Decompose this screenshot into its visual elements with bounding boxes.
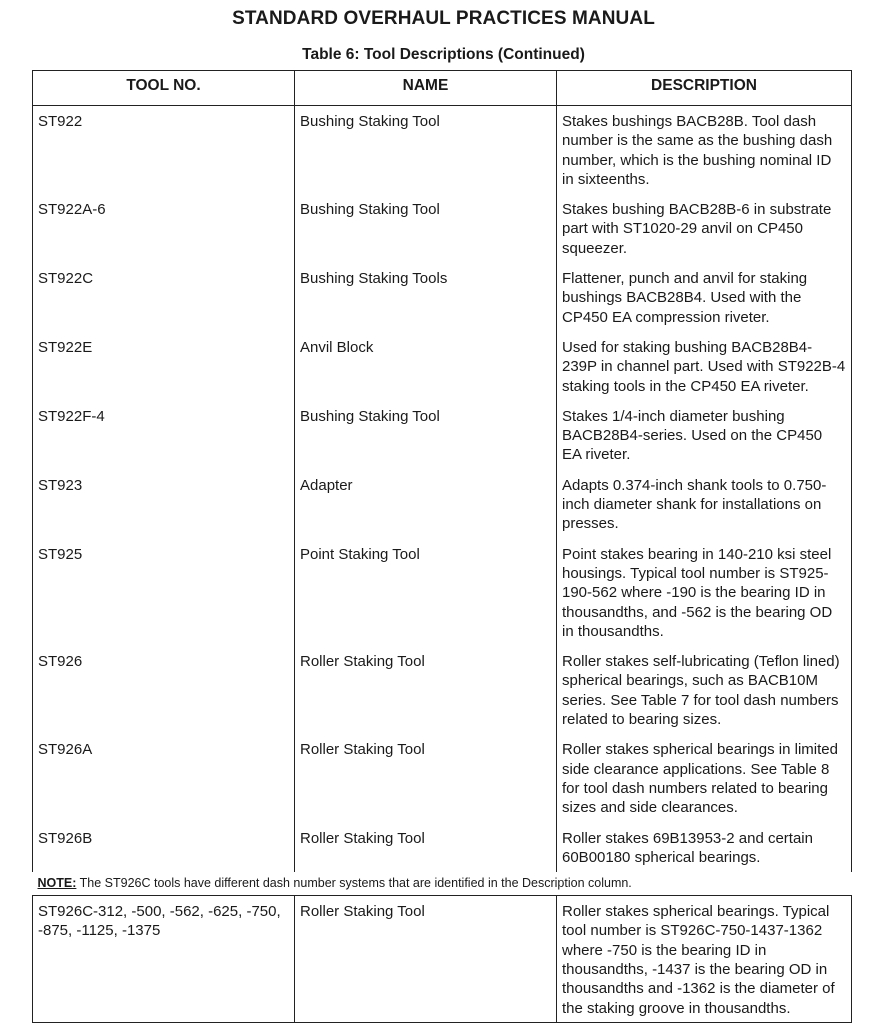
description-cell: Used for staking bushing BACB28B4-239P in channel part. Used with ST922B-4 staking tools in the CP450 EA riveter. [557,332,852,401]
name-cell: Bushing Staking Tool [295,106,557,195]
name-cell: Bushing Staking Tool [295,194,557,263]
description-cell: Adapts 0.374-inch shank tools to 0.750-inch diameter shank for installations on presses. [557,470,852,539]
description-cell: Roller stakes 69B13953-2 and certain 60B00180 spherical bearings. [557,823,852,873]
description-cell: Stakes bushings BACB28B. Tool dash number is the same as the bushing dash number, which is the bushing nominal ID in sixteenths. [557,106,852,195]
description-cell: Stakes bushing BACB28B-6 in substrate part with ST1020-29 anvil on CP450 squeezer. [557,194,852,263]
tool-no-cell: ST922A-6 [33,194,295,263]
table-row [33,470,852,539]
tool-no-cell: ST925 [33,539,295,646]
name-cell: Anvil Block [295,332,557,401]
description-cell: Flattener, punch and anvil for staking bushings BACB28B4. Used with the CP450 EA compression riveter. [557,263,852,332]
tool-no-cell: ST926 [33,646,295,734]
description-cell: Roller stakes self-lubricating (Teflon lined) spherical bearings, such as BACB10M series. See Table 7 for tool dash numbers related to bearing sizes. [557,646,852,734]
name-cell: Roller Staking Tool [295,823,557,873]
tool-descriptions-table [32,70,852,1023]
column-header-description: DESCRIPTION [557,71,852,106]
name-cell: Roller Staking Tool [295,734,557,822]
manual-title: STANDARD OVERHAUL PRACTICES MANUAL [232,8,655,29]
column-header-name: NAME [295,71,557,106]
name-cell: Adapter [295,470,557,539]
tool-no-cell: ST926A [33,734,295,822]
tool-no-cell: ST922C [33,263,295,332]
table-row [33,823,852,873]
table-caption: Table 6: Tool Descriptions (Continued) [302,46,585,63]
tool-no-cell: ST922F-4 [33,401,295,470]
table-row [33,106,852,195]
name-cell: Roller Staking Tool [295,896,557,1023]
note-label: NOTE: [37,876,77,891]
tool-no-cell: ST922E [33,332,295,401]
note-text: The ST926C tools have different dash number systems that are identified in the Description column. [76,876,632,891]
description-cell: Point stakes bearing in 140-210 ksi steel housings. Typical tool number is ST925-190-562 where -190 is the bearing ID in thousandths, and -562 is the bearing OD in thousandths. [557,539,852,646]
tool-no-cell: ST923 [33,470,295,539]
tool-no-cell: ST922 [33,106,295,195]
name-cell: Bushing Staking Tools [295,263,557,332]
note-row [33,872,852,896]
description-cell: Roller stakes spherical bearings in limited side clearance applications. See Table 8 for tool dash numbers related to bearing sizes and side clearances. [557,734,852,822]
table-row [33,194,852,263]
note-cell [33,872,852,896]
table-header-row [33,71,852,106]
tool-no-cell: ST926B [33,823,295,873]
table-row [33,401,852,470]
name-cell: Roller Staking Tool [295,646,557,734]
description-cell: Stakes 1/4-inch diameter bushing BACB28B4-series. Used on the CP450 EA riveter. [557,401,852,470]
table-row [33,896,852,1023]
tool-no-cell: ST926C-312, -500, -562, -625, -750, -875, -1125, -1375 [33,896,295,1023]
name-cell: Point Staking Tool [295,539,557,646]
description-cell: Roller stakes spherical bearings. Typical tool number is ST926C-750-1437-1362 where -750 is the bearing ID in thousandths, -1437 is the bearing OD in thousandths and -1362 is the diameter of the staking groove in thousandths. [557,896,852,1023]
table-row [33,263,852,332]
table-row [33,734,852,822]
table-row [33,332,852,401]
table-row [33,539,852,646]
column-header-tool-no: TOOL NO. [33,71,295,106]
name-cell: Bushing Staking Tool [295,401,557,470]
table-row [33,646,852,734]
